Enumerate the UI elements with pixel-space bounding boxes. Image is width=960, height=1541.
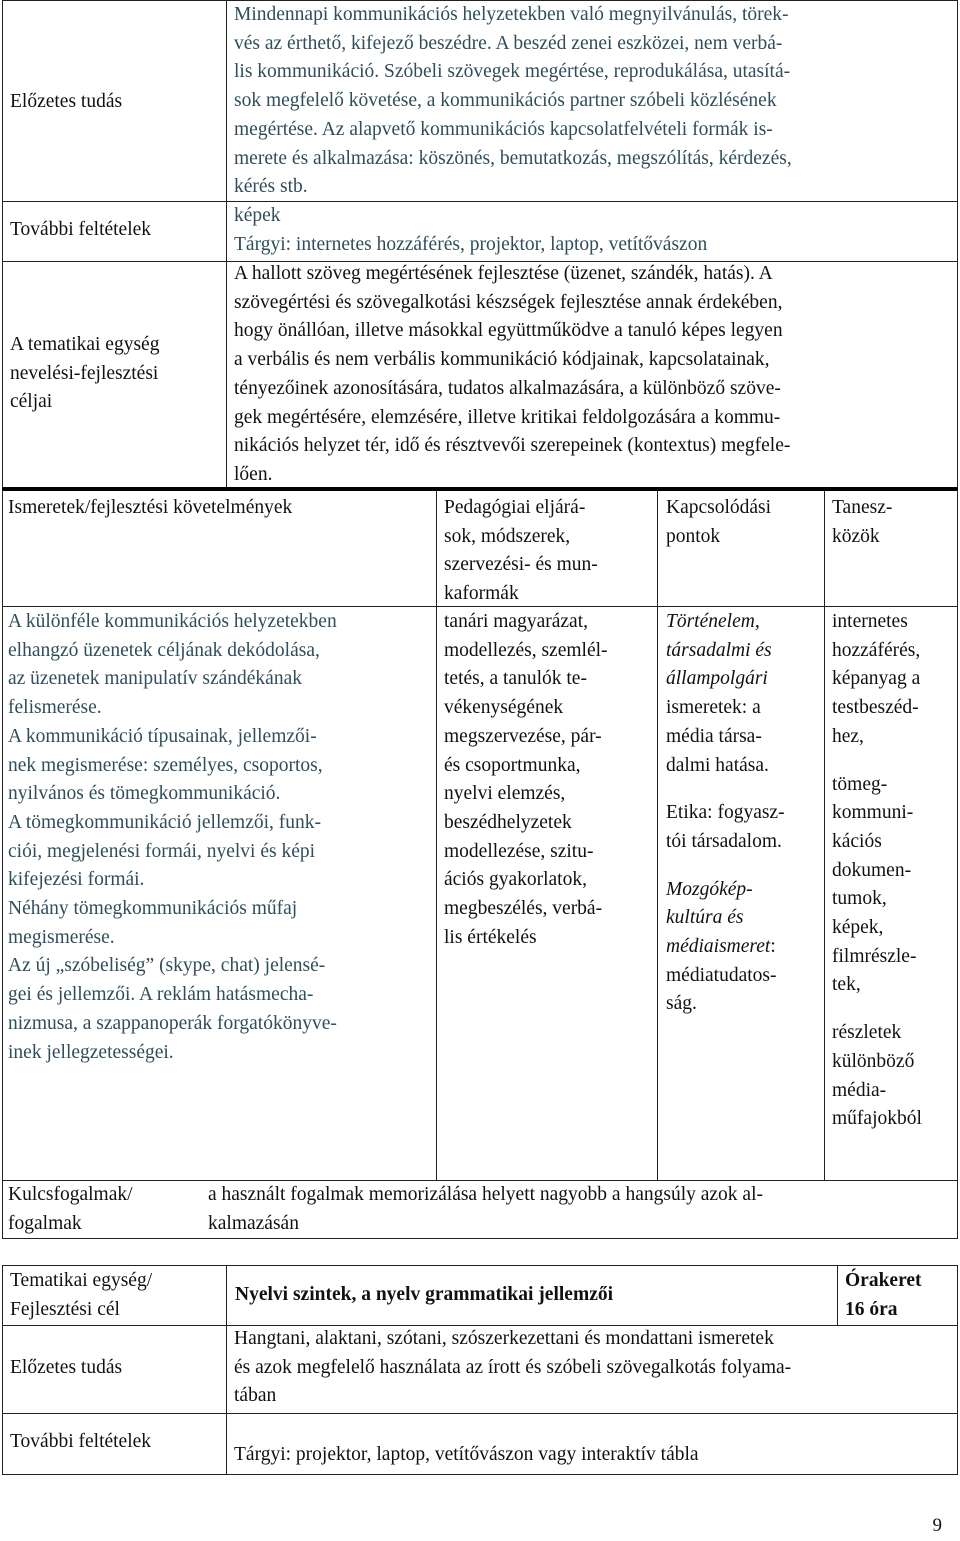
header-connections: Kapcsolódási pontok — [666, 497, 772, 547]
header-tools: Tanesz- közök — [832, 497, 893, 547]
tools-media-excerpts: részletek különböző média- műfajokból — [832, 1022, 922, 1130]
page-number: 9 — [932, 1515, 942, 1536]
row-label-keywords: Kulcsfogalmak/ fogalmak — [8, 1184, 133, 1234]
table2-left-border — [2, 490, 3, 1238]
table3-right-border — [957, 1265, 958, 1475]
connections-cell — [666, 608, 824, 1019]
table1-right-border — [957, 0, 958, 490]
prior-knowledge-text-2: Hangtani, alaktani, szótani, szószerkezettani és mondattani ismeretek és azok megfelelő használata az írott és szóbeli szövegalkotás folyama- tában — [234, 1328, 792, 1407]
header-requirements: Ismeretek/fejlesztési követelmények — [8, 497, 293, 518]
header-methods: Pedagógiai eljárá- sok, módszerek, szervezési- és mun- kaformák — [444, 497, 598, 605]
table2-column-divider — [436, 490, 437, 1180]
table3-bottom-border — [2, 1474, 958, 1475]
development-goals-text: A hallott szöveg megértésének fejlesztése (üzenet, szándék, hatás). A szövegértési és szövegalkotási készségek fejlesztése annak érdekében, hogy önállóan, illetve másokkal együttműködve a tanuló képes legyen a verbális és nem verbális kommunikáció kódjainak, kapcsolatainak, tényezőinek azonosítására, tudatos alkalmazására, a különböző szöve- gek megértésére, elemzésére, illetve kritikai feldolgozására a kommu- nikációs helyzet tér, idő és résztvevői szerepeinek (kontextus) megfele- lően. — [234, 263, 791, 485]
connections-history-detail: ismeretek: a média társa- dalmi hatása. — [666, 697, 769, 776]
table3-top-border — [2, 1265, 958, 1266]
row-label-prior-knowledge-2: Előzetes tudás — [10, 1357, 123, 1378]
connections-ethics: Etika: fogyasz- tói társadalom. — [666, 802, 785, 852]
hours-value: 16 óra — [845, 1299, 898, 1320]
table2-column-divider — [657, 490, 658, 1180]
table1-left-border — [2, 0, 3, 490]
tools-cell — [832, 608, 958, 1134]
further-conditions-text: képek Tárgyi: internetes hozzáférés, projektor, laptop, vetítővászon — [234, 205, 708, 255]
hours-label: Órakeret — [845, 1270, 922, 1291]
connections-media-subject: Mozgókép- kultúra és médiaismeret — [666, 878, 771, 958]
requirements-text: A különféle kommunikációs helyzetekben elhangzó üzenetek céljának dekódolása, az üzenetek manipulatív szándékának felismerése. A kommunikáció típusainak, jellemzői- nek megismerése: személyes, csoportos, nyilvános és tömegkommunikáció. A tömegkommunikáció jellemzői, funk- ciói, megjelenési formái, nyelvi és képi kifejezési formái. Néhány tömegkommunikációs műfaj megismerése. Az új „szóbeliség” (skype, chat) jelensé- gei és jellemzői. A reklám hatásmecha- nizmusa, a szappanoperák forgatókönyve- inek jellegzetességei. — [8, 611, 337, 1063]
connections-history-subject: Történelem, társadalmi és állampolgári — [666, 611, 772, 690]
row-label-further-conditions: További feltételek — [10, 219, 152, 240]
further-conditions-text-2: Tárgyi: projektor, laptop, vetítővászon vagy interaktív tábla — [234, 1444, 699, 1465]
methods-text: tanári magyarázat, modellezés, szemlél- tetés, a tanulók te- vékenységének megszervezése, pár- és csoportmunka, nyelvi elemzés, beszédhelyzetek modellezése, szitu- ációs gyakorlatok, megbeszélés, verbá- lis értékelés — [444, 611, 608, 948]
thematic-unit-title: Nyelvi szintek, a nyelv grammatikai jellemzői — [235, 1284, 614, 1305]
table3-column-divider — [226, 1265, 227, 1475]
connections-media-detail: : médiatudatos- ság. — [666, 936, 777, 1015]
table2-column-divider — [824, 490, 825, 1180]
table3-row-divider — [2, 1413, 958, 1414]
row-label-further-conditions-2: További feltételek — [10, 1431, 152, 1452]
tools-mass-media-docs: tömeg- kommuni- kációs dokumen- tumok, képek, filmrészle- tek, — [832, 773, 917, 996]
keywords-text: a használt fogalmak memorizálása helyett nagyobb a hangsúly azok al- kalmazásán — [208, 1184, 763, 1234]
row-label-development-goals: A tematikai egység nevelési-fejlesztési céljai — [10, 334, 160, 413]
prior-knowledge-text: Mindennapi kommunikációs helyzetekben való megnyilvánulás, törek- vés az érthető, kifejező beszédre. A beszéd zenei eszközei, nem verbá- lis kommunikáció. Szóbeli szövegek megértése, reprodukálása, utasítá- sok megfelelő követése, a kommunikációs partner szóbeli közlésének megértése. Az alapvető kommunikációs kapcsolatfelvételi formák is- merete és alkalmazása: köszönés, bemutatkozás, megszólítás, kérdezés, kérés stb. — [234, 4, 792, 198]
row-label-thematic-unit: Tematikai egység/ Fejlesztési cél — [10, 1270, 153, 1320]
row-label-prior-knowledge: Előzetes tudás — [10, 91, 123, 112]
table3-left-border — [2, 1265, 3, 1475]
tools-internet: internetes hozzáférés, képanyag a testbeszéd- hez, — [832, 611, 921, 747]
table1-column-divider — [226, 0, 227, 490]
table3-hours-divider — [837, 1265, 838, 1325]
